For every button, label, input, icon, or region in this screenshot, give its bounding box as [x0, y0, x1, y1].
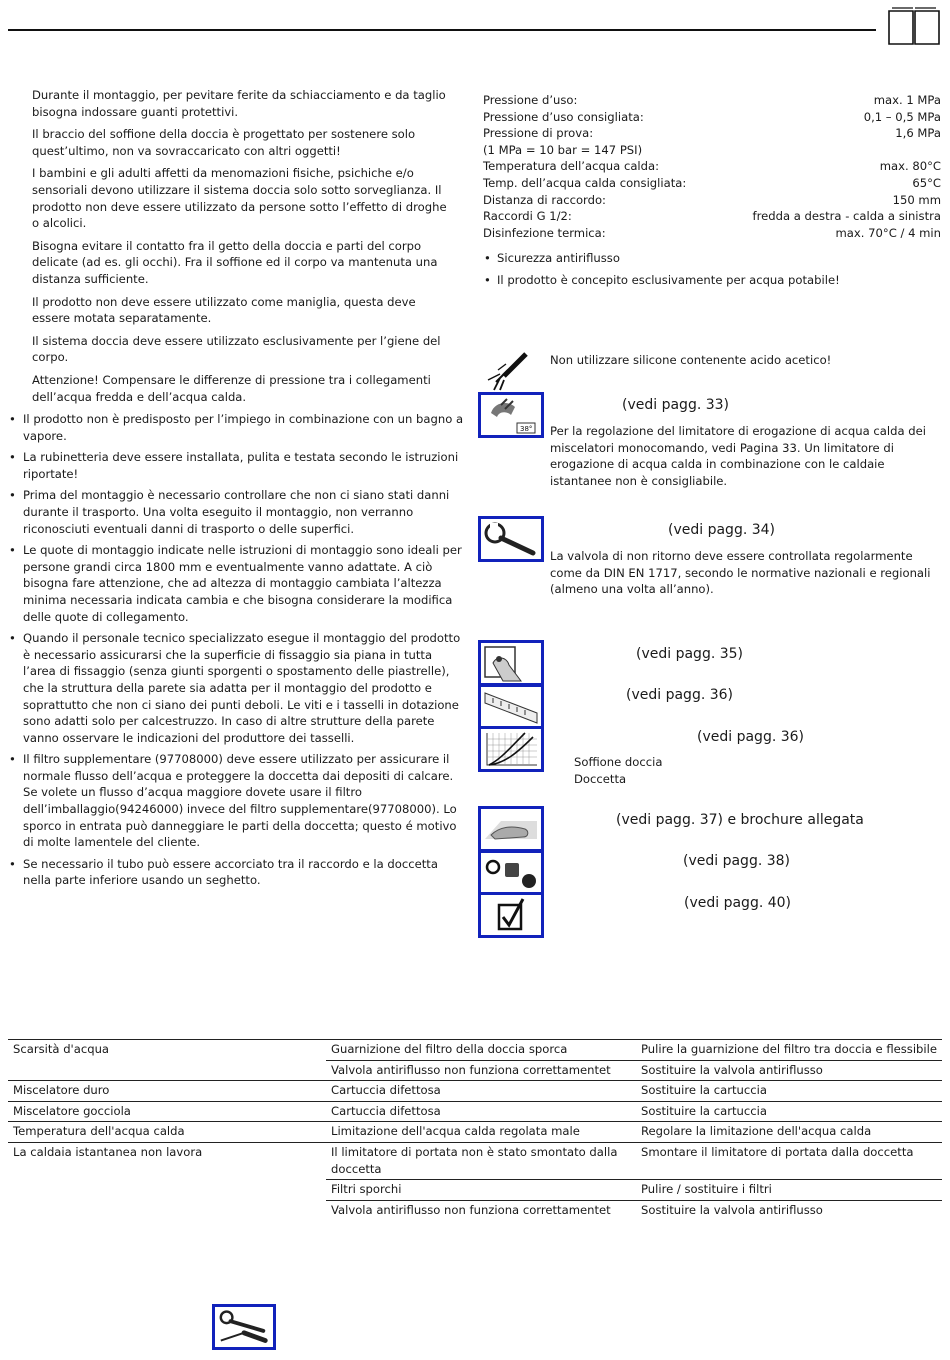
cause-cell: Il limitatore di portata non è stato smontato dalla doccetta: [326, 1142, 636, 1179]
list-item: • Sicurezza antiriflusso: [483, 250, 923, 267]
spec-row: [483, 175, 941, 192]
flow-diagram-icon: [478, 726, 544, 772]
list-item: • Se necessario il tubo può essere accorciato tra il raccordo e la doccetta nella parte inferiore usando un seghetto.: [8, 856, 468, 889]
product-features-list: [483, 250, 923, 293]
header-rule: [8, 29, 876, 31]
tools-icon: [212, 1304, 276, 1350]
dimensions-icon: [478, 684, 544, 730]
table-row: [8, 1142, 942, 1179]
table-row: [8, 1101, 942, 1122]
spec-row: [483, 142, 941, 159]
cause-cell: Limitazione dell'acqua calda regolata male: [326, 1122, 636, 1143]
page-ref-36b: (vedi pagg. 36): [697, 729, 805, 745]
table-row: [8, 1122, 942, 1143]
page-ref-37: (vedi pagg. 37) e brochure allegata: [616, 812, 864, 828]
problem-cell: [8, 1180, 326, 1201]
thermo-temp: 38°: [520, 425, 533, 433]
page-ref-40: (vedi pagg. 40): [684, 895, 792, 911]
list-item: • Quando il personale tecnico specializzato esegue il montaggio del prodotto è necessario assicurarsi che la superficie di fissaggio sia piana in tutta l’area di fissaggio (senza giunti sporgenti o spostamento delle piastrelle), che la struttura della parete sia adatta per il montaggio del prodotto e soprattutto che non ci siano dei punti deboli. Le viti e i tasselli in dotazione sono adatti solo per calcestruzzo. In caso di altre strutture della parete vanno osservare le indicazioni del produttore dei tasselli.: [8, 630, 468, 746]
limiter-note: Per la regolazione del limitatore di erogazione di acqua calda dei miscelatori monocomando, vedi Pagina 33. Un limitatore di erogazione di acqua calda in combinazione con le caldaie istantanee non è consigliabile.: [550, 424, 926, 488]
safety-notes: [32, 87, 454, 411]
cause-cell: Cartuccia difettosa: [326, 1101, 636, 1122]
safety-note: Attenzione! Compensare le differenze di pressione tra i collegamenti dell’acqua fredda e dell’acqua calda.: [32, 372, 431, 404]
list-item: • La rubinetteria deve essere installata, pulita e testata secondo le istruzioni riportate!: [8, 449, 468, 482]
cause-cell: Cartuccia difettosa: [326, 1081, 636, 1102]
remedy-cell: Sostituire la cartuccia: [636, 1081, 942, 1102]
remedy-cell: Regolare la limitazione dell'acqua calda: [636, 1122, 942, 1143]
valve-note: La valvola di non ritorno deve essere controllata regolarmente come da DIN EN 1717, secondo le normative nazionali e regionali (almeno una volta all’anno).: [550, 549, 931, 597]
flow-label-shower-head: Soffione doccia: [574, 755, 663, 769]
problem-cell: [8, 1200, 326, 1220]
spec-value: max. 1 MPa: [873, 93, 941, 107]
wrench-icon: [478, 516, 544, 562]
page-ref-33: (vedi pagg. 33): [622, 397, 730, 413]
table-row: [8, 1200, 942, 1220]
safety-note: Bisogna evitare il contatto fra il getto della doccia e parti del corpo delicate (ad es. gli occhi). Fra il soffione ed il corpo va mantenuta una distanza sufficiente.: [32, 238, 438, 286]
list-item: • Il prodotto è concepito esclusivamente per acqua potabile!: [483, 272, 923, 289]
safety-note: Il prodotto non deve essere utilizzato come maniglia, questa deve essere motata separatamente.: [32, 294, 416, 326]
spec-label: (1 MPa = 10 bar = 147 PSI): [483, 142, 643, 157]
safety-note: Il braccio del soffione della doccia è progettato per sostenere solo quest’ultimo, non va sovraccaricato con altri oggetti!: [32, 127, 416, 158]
spec-label: Raccordi G 1/2:: [483, 209, 572, 224]
spec-row: [483, 225, 941, 242]
spec-row: [483, 208, 941, 225]
spec-value: 1,6 MPa: [895, 126, 941, 141]
spec-row: [483, 192, 941, 209]
safety-note: Durante il montaggio, per pevitare ferite da schiacciamento e da taglio bisogna indossare guanti protettivi.: [32, 88, 446, 119]
spec-value: 65°C: [912, 175, 941, 190]
problem-cell: Temperatura dell'acqua calda: [8, 1122, 326, 1143]
list-item: • Il filtro supplementare (97708000) deve essere utilizzato per assicurare il normale flusso dell’acqua e proteggere la doccetta dai depositi di calcare. Se volete un flusso d’acqua maggiore dovete usare il filtro dell’imballaggio(94246000) invece del filtro supplementare(97708000). Lo sporco in entrata può danneggiare le parti della doccetta; questo é motivo di molte lamentele del cliente.: [8, 751, 468, 851]
page-ref-36a: (vedi pagg. 36): [626, 687, 734, 703]
problem-cell: Miscelatore duro: [8, 1081, 326, 1102]
page-ref-38: (vedi pagg. 38): [683, 853, 791, 869]
cause-cell: Guarnizione del filtro della doccia sporca: [326, 1040, 636, 1061]
spec-row: [483, 125, 941, 142]
remedy-cell: Pulire / sostituire i filtri: [636, 1180, 942, 1201]
spec-label: Pressione d’uso consigliata:: [483, 109, 644, 124]
remedy-cell: Pulire la guarnizione del filtro tra doccia e flessibile: [636, 1040, 942, 1061]
flow-label-hand-shower: Doccetta: [574, 772, 627, 786]
safety-note: Il sistema doccia deve essere utilizzato esclusivamente per l’giene del corpo.: [32, 333, 441, 365]
spare-parts-icon: [478, 850, 544, 896]
spec-label: Pressione di prova:: [483, 126, 594, 141]
spec-row: [483, 109, 941, 126]
problem-cell: La caldaia istantanea non lavora: [8, 1142, 326, 1179]
spec-label: Temp. dell’acqua calda consigliata:: [483, 175, 687, 190]
cause-cell: Filtri sporchi: [326, 1180, 636, 1201]
remedy-cell: Smontare il limitatore di portata dalla doccetta: [636, 1142, 942, 1179]
table-row: [8, 1040, 942, 1061]
silicone-note: Non utilizzare silicone contenente acido acetico!: [550, 353, 832, 367]
spec-value: 150 mm: [892, 192, 941, 207]
troubleshooting-table: [8, 1039, 942, 1220]
spec-row: [483, 158, 941, 175]
technical-specs: [483, 92, 941, 241]
spec-label: Disinfezione termica:: [483, 225, 606, 240]
spec-value: max. 80°C: [879, 159, 941, 174]
spec-row: [483, 92, 941, 109]
problem-cell: Scarsità d'acqua: [8, 1040, 326, 1061]
list-item: • Prima del montaggio è necessario controllare che non ci siano stati danni durante il trasporto. Una volta eseguito il montaggio, non verranno riconosciuti eventuali danni di trasporto o delle superfici.: [8, 487, 468, 537]
page-ref-35: (vedi pagg. 35): [636, 646, 744, 662]
remedy-cell: Sostituire la valvola antiriflusso: [636, 1200, 942, 1220]
spec-value: 0,1 – 0,5 MPa: [863, 109, 941, 124]
table-row: [8, 1180, 942, 1201]
cause-cell: Valvola antiriflusso non funziona correttamentet: [326, 1060, 636, 1081]
book-icon: [886, 6, 942, 46]
problem-cell: Miscelatore gocciola: [8, 1101, 326, 1122]
list-item: • Il prodotto non è predisposto per l’impiego in combinazione con un bagno a vapore.: [8, 411, 468, 444]
hot-water-limiter-icon: [478, 392, 544, 438]
spec-label: Pressione d’uso:: [483, 93, 578, 107]
spec-label: Temperatura dell’acqua calda:: [483, 159, 660, 174]
installation-notes-list: [8, 411, 468, 894]
spec-value: fredda a destra - calda a sinistra: [752, 209, 941, 224]
table-row: [8, 1060, 942, 1081]
cleaning-icon: [478, 806, 544, 852]
list-item: • Le quote di montaggio indicate nelle istruzioni di montaggio sono ideali per persone grandi circa 1800 mm e eventualmente vanno adattate. A ciò bisogna fare attenzione, che ad altezza di montaggio cambiata l’altezza minima necessaria indicata cambia e che bisogna considerare la modifica delle quote di collegamento.: [8, 542, 468, 625]
remedy-cell: Sostituire la valvola antiriflusso: [636, 1060, 942, 1081]
remedy-cell: Sostituire la cartuccia: [636, 1101, 942, 1122]
table-row: [8, 1081, 942, 1102]
page-ref-34: (vedi pagg. 34): [668, 522, 776, 538]
safety-note: I bambini e gli adulti affetti da menomazioni fisiche, psichiche e/o sensoriali devono utilizzare il sistema doccia solo sotto sorveglianza. Il prodotto non deve essere utilizzato da persone sotto l’effetto di droghe o alcolici.: [32, 166, 447, 231]
silicone-gun-icon: [486, 350, 530, 392]
spec-label: Distanza di raccordo:: [483, 192, 606, 207]
spec-value: max. 70°C / 4 min: [835, 225, 941, 240]
wall-mount-icon: [478, 640, 544, 686]
cause-cell: Valvola antiriflusso non funziona correttamentet: [326, 1200, 636, 1220]
checkmark-icon: [478, 892, 544, 938]
problem-cell: [8, 1060, 326, 1081]
